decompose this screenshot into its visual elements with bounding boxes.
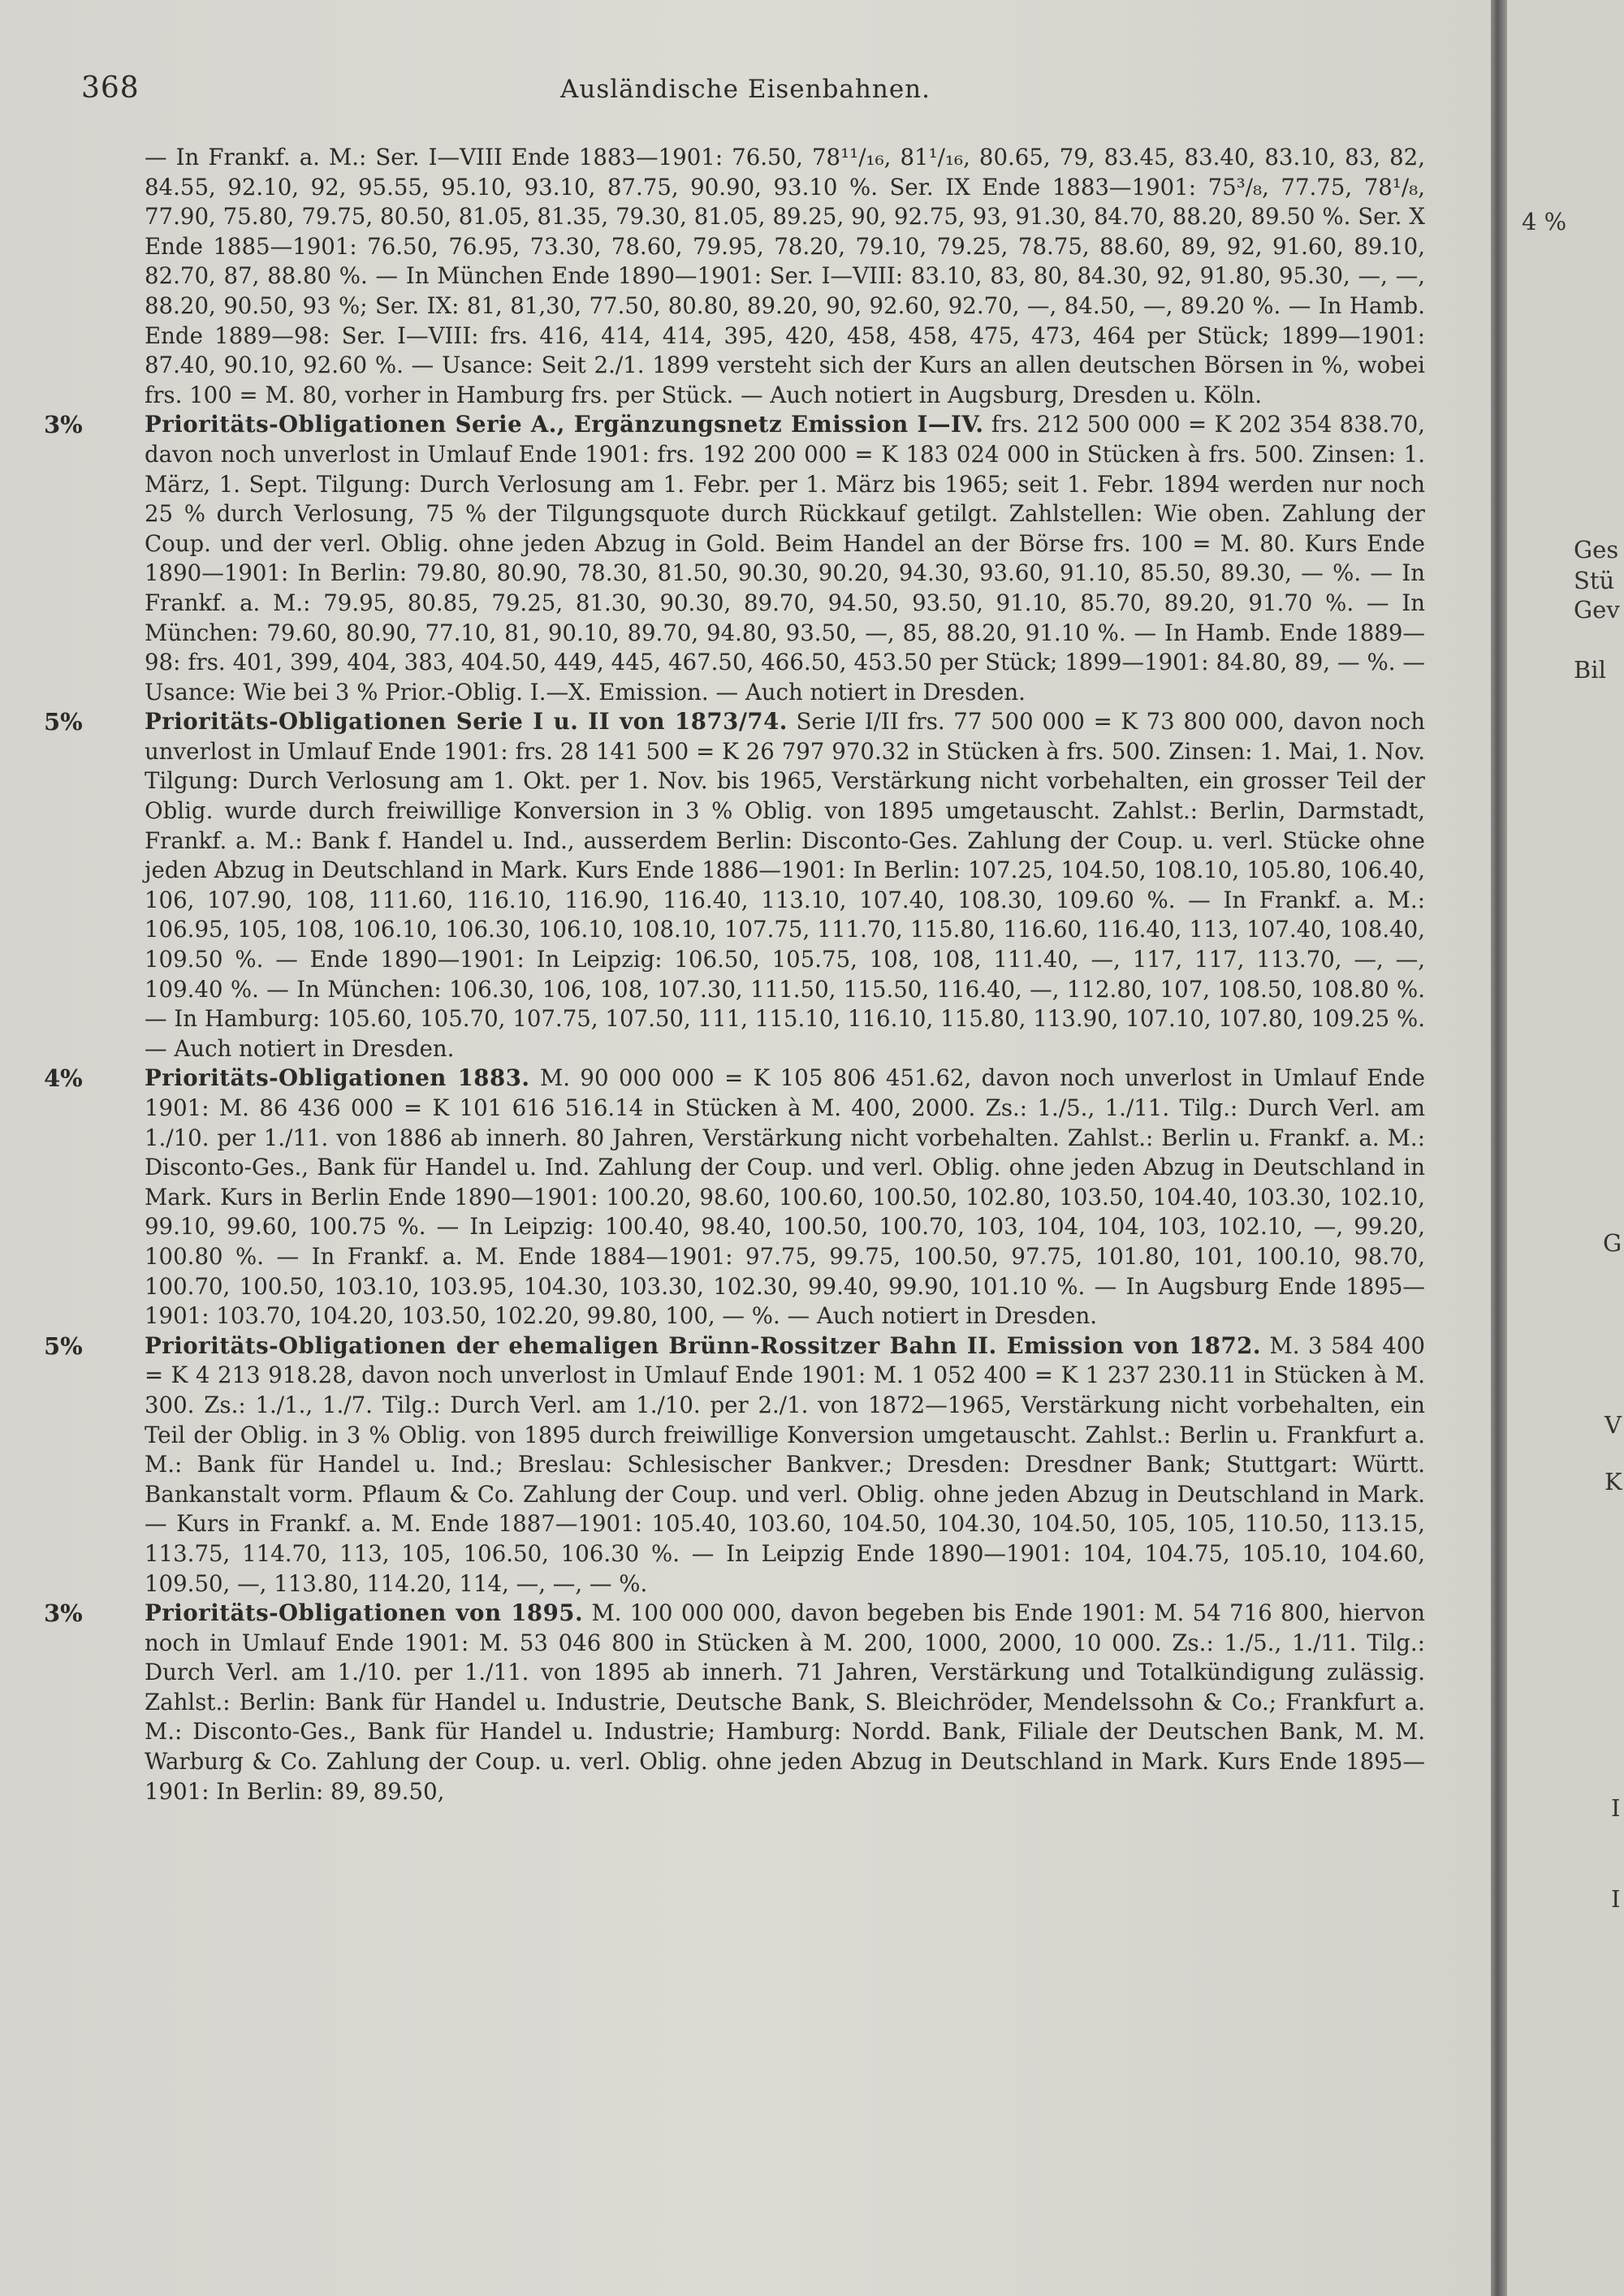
entry-serie-a bbox=[44, 410, 1425, 707]
interest-rate: 3% bbox=[44, 411, 83, 439]
facing-page-edge bbox=[1507, 0, 1624, 2296]
facing-page-fragment: I bbox=[1611, 1885, 1621, 1913]
facing-page-fragment: 4 % bbox=[1522, 208, 1567, 235]
entry-continuation bbox=[145, 143, 1425, 410]
running-title: Ausländische Eisenbahnen. bbox=[560, 75, 931, 104]
facing-page-fragment: I bbox=[1611, 1794, 1621, 1822]
interest-rate: 5% bbox=[44, 1331, 83, 1360]
interest-rate: 3% bbox=[44, 1599, 83, 1628]
entry-1895 bbox=[44, 1599, 1425, 1806]
entry-title: Prioritäts-Obligationen Serie I u. II von 1873/74. bbox=[145, 708, 788, 736]
entry-text: M. 3 584 400 = K 4 213 918.28, davon noch unverlost in Umlauf Ende 1901: M. 1 052 400 = K 1 237 230.11 in Stücken à M. 300. Zs.: 1./1., 1./7. Tilg.: Durch Verl. am 1./10. per 2./1. von 1872—1965, Verstärkung nicht vorbehalten, ein Teil der Oblig. in 3 % Oblig. von 1895 durch freiwillige Konversion umgetauscht. Zahlst.: Berlin u. Frankfurt a. M.: Bank für Handel u. Ind.; Breslau: Schlesischer Bankver.; Dresden: Dresdner Bank; Stuttgart: Württ. Bankanstalt vorm. Pflaum & Co. Zahlung der Coup. und verl. Oblig. ohne jeden Abzug in Deutschland in Mark. — Kurs in Frankf. a. M. Ende 1887—1901: 105.40, 103.60, 104.50, 104.30, 104.50, 105, 105, 110.50, 113.15, 113.75, 114.70, 113, 105, 106.50, 106.30 %. — In Leipzig Ende 1890—1901: 104, 104.75, 105.10, 104.60, 109.50, —, 113.80, 114.20, 114, —, —, — %. bbox=[145, 1331, 1425, 1597]
entry-title: Prioritäts-Obligationen 1883. bbox=[145, 1064, 530, 1092]
entry-bruenn-rossitz bbox=[44, 1331, 1425, 1599]
entry-text: Serie I/II frs. 77 500 000 = K 73 800 000, davon noch unverlost in Umlauf Ende 1901: frs. 28 141 500 = K 26 797 970.32 in Stücken à frs. 500. Zinsen: 1. Mai, 1. Nov. Tilgung: Durch Verlosung am 1. Okt. per 1. Nov. bis 1965, Verstärkung nicht vorbehalten, ein grosser Teil der Oblig. wurde durch freiwillige Konversion in 3 % Oblig. von 1895 umgetauscht. Zahlst.: Berlin, Darmstadt, Frankf. a. M.: Bank f. Handel u. Ind., ausserdem Berlin: Disconto-Ges. Zahlung der Coup. u. verl. Stücke ohne jeden Abzug in Deutschland in Mark. Kurs Ende 1886—1901: In Berlin: 107.25, 104.50, 108.10, 105.80, 106.40, 106, 107.90, 108, 111.60, 116.10, 116.90, 116.40, 113.10, 107.40, 108.30, 109.60 %. — In Frankf. a. M.: 106.95, 105, 108, 106.10, 106.30, 106.10, 108.10, 107.75, 111.70, 115.80, 116.60, 116.40, 113, 107.40, 108.40, 109.50 %. — Ende 1890—1901: In Leipzig: 106.50, 105.75, 108, 108, 111.40, —, 117, 117, 113.70, —, —, 109.40 %. — In München: 106.30, 106, 108, 107.30, 111.50, 115.50, 116.40, —, 112.80, 107, 108.50, 108.80 %. — In Hamburg: 105.60, 105.70, 107.75, 107.50, 111, 115.10, 116.10, 115.80, 113.90, 107.10, 107.80, 109.25 %. — Auch notiert in Dresden. bbox=[145, 708, 1425, 1062]
facing-page-fragment: G bbox=[1603, 1229, 1622, 1257]
entry-serie-i-ii bbox=[44, 707, 1425, 1064]
page-body bbox=[44, 143, 1426, 1806]
entry-text: — In Frankf. a. M.: Ser. I—VIII Ende 1883—1901: 76.50, 78¹¹/₁₆, 81¹/₁₆, 80.65, 79, 83.45, 83.40, 83.10, 83, 82, 84.55, 92.10, 92, 95.55, 95.10, 93.10, 87.75, 90.90, 93.10 %. Ser. IX Ende 1883—1901: 75³/₈, 77.75, 78¹/₈, 77.90, 75.80, 79.75, 80.50, 81.05, 81.35, 79.30, 81.05, 89.25, 90, 92.75, 93, 91.30, 84.70, 88.20, 89.50 %. Ser. X Ende 1885—1901: 76.50, 76.95, 73.30, 78.60, 79.95, 78.20, 79.10, 79.25, 78.75, 88.60, 89, 92, 91.60, 89.10, 82.70, 87, 88.80 %. — In München Ende 1890—1901: Ser. I—VIII: 83.10, 83, 80, 84.30, 92, 91.80, 95.30, —, —, 88.20, 90.50, 93 %; Ser. IX: 81, 81,30, 77.50, 80.80, 89.20, 90, 92.60, 92.70, —, 84.50, —, 89.20 %. — In Hamb. Ende 1889—98: Ser. I—VIII: frs. 416, 414, 414, 395, 420, 458, 458, 475, 473, 464 per Stück; 1899—1901: 87.40, 90.10, 92.60 %. — Usance: Seit 2./1. 1899 versteht sich der Kurs an allen deutschen Börsen in %, wobei frs. 100 = M. 80, vorher in Hamburg frs. per Stück. — Auch notiert in Augsburg, Dresden u. Köln. bbox=[145, 144, 1425, 408]
facing-page-fragment: K bbox=[1605, 1468, 1622, 1495]
entry-title: Prioritäts-Obligationen von 1895. bbox=[145, 1599, 584, 1627]
interest-rate: 5% bbox=[44, 708, 83, 736]
entry-1883 bbox=[44, 1064, 1426, 1331]
facing-page-fragment: Stü bbox=[1574, 567, 1615, 594]
entry-text: M. 90 000 000 = K 105 806 451.62, davon noch unverlost in Umlauf Ende 1901: M. 86 436 000 = K 101 616 516.14 in Stücken à M. 400, 2000. Zs.: 1./5., 1./11. Tilg.: Durch Verl. am 1./10. per 1./11. von 1886 ab innerh. 80 Jahren, Verstärkung nicht vorbehalten. Zahlst.: Berlin u. Frankf. a. M.: Disconto-Ges., Bank für Handel u. Ind. Zahlung der Coup. und verl. Oblig. ohne jeden Abzug in Deutschland in Mark. Kurs in Berlin Ende 1890—1901: 100.20, 98.60, 100.60, 100.50, 102.80, 103.50, 104.40, 103.30, 102.10, 99.10, 99.60, 100.75 %. — In Leipzig: 100.40, 98.40, 100.50, 100.70, 103, 104, 104, 103, 102.10, —, 99.20, 100.80 %. — In Frankf. a. M. Ende 1884—1901: 97.75, 99.75, 100.50, 97.75, 101.80, 101, 100.10, 98.70, 100.70, 100.50, 103.10, 103.95, 104.30, 103.30, 102.30, 99.40, 99.90, 101.10 %. — In Augsburg Ende 1895—1901: 103.70, 104.20, 103.50, 102.20, 99.80, 100, — %. — Auch notiert in Dresden. bbox=[145, 1064, 1426, 1330]
book-gutter bbox=[1491, 0, 1507, 2296]
entry-text: M. 100 000 000, davon begeben bis Ende 1901: M. 54 716 800, hiervon noch in Umlauf Ende 1901: M. 53 046 800 in Stücken à M. 200, 1000, 2000, 10 000. Zs.: 1./5., 1./11. Tilg.: Durch Verl. am 1./10. per 1./11. von 1895 ab innerh. 71 Jahren, Verstärkung und Totalkündigung zulässig. Zahlst.: Berlin: Bank für Handel u. Industrie, Deutsche Bank, S. Bleichröder, Mendelssohn & Co.; Frankfurt a. M.: Disconto-Ges., Bank für Handel u. Industrie; Hamburg: Nordd. Bank, Filiale der Deutschen Bank, M. M. Warburg & Co. Zahlung der Coup. u. verl. Oblig. ohne jeden Abzug in Deutschland in Mark. Kurs Ende 1895—1901: In Berlin: 89, 89.50, bbox=[145, 1599, 1425, 1805]
facing-page-fragment: V bbox=[1605, 1411, 1622, 1439]
facing-page-fragment: Ges bbox=[1574, 536, 1619, 563]
page-number: 368 bbox=[81, 71, 140, 105]
entry-title: Prioritäts-Obligationen der ehemaligen Brünn-Rossitzer Bahn II. Emission von 1872. bbox=[145, 1331, 1261, 1359]
facing-page-fragment: Gev bbox=[1574, 596, 1620, 624]
entry-text: frs. 212 500 000 = K 202 354 838.70, davon noch unverlost in Umlauf Ende 1901: frs. 192 200 000 = K 183 024 000 in Stücken à frs. 500. Zinsen: 1. März, 1. Sept. Tilgung: Durch Verlosung am 1. Febr. per 1. März bis 1965; seit 1. Febr. 1894 werden nur noch 25 % durch Verlosung, 75 % der Tilgungsquote durch Rückkauf getilgt. Zahlstellen: Wie oben. Zahlung der Coup. und der verl. Oblig. ohne jeden Abzug in Gold. Beim Handel an der Börse frs. 100 = M. 80. Kurs Ende 1890—1901: In Berlin: 79.80, 80.90, 78.30, 81.50, 90.30, 90.20, 94.30, 93.60, 91.10, 85.50, 89.30, — %. — In Frankf. a. M.: 79.95, 80.85, 79.25, 81.30, 90.30, 89.70, 94.50, 93.50, 91.10, 85.70, 89.20, 91.70 %. — In München: 79.60, 80.90, 77.10, 81, 90.10, 89.70, 94.80, 93.50, —, 85, 88.20, 91.10 %. — In Hamb. Ende 1889—98: frs. 401, 399, 404, 383, 404.50, 449, 445, 467.50, 466.50, 453.50 per Stück; 1899—1901: 84.80, 89, — %. — Usance: Wie bei 3 % Prior.-Oblig. I.—X. Emission. — Auch notiert in Dresden. bbox=[145, 411, 1425, 706]
facing-page-fragment: Bil bbox=[1574, 656, 1606, 684]
interest-rate: 4% bbox=[44, 1064, 83, 1093]
entry-title: Prioritäts-Obligationen Serie A., Ergänzungsnetz Emission I—IV. bbox=[145, 411, 984, 438]
